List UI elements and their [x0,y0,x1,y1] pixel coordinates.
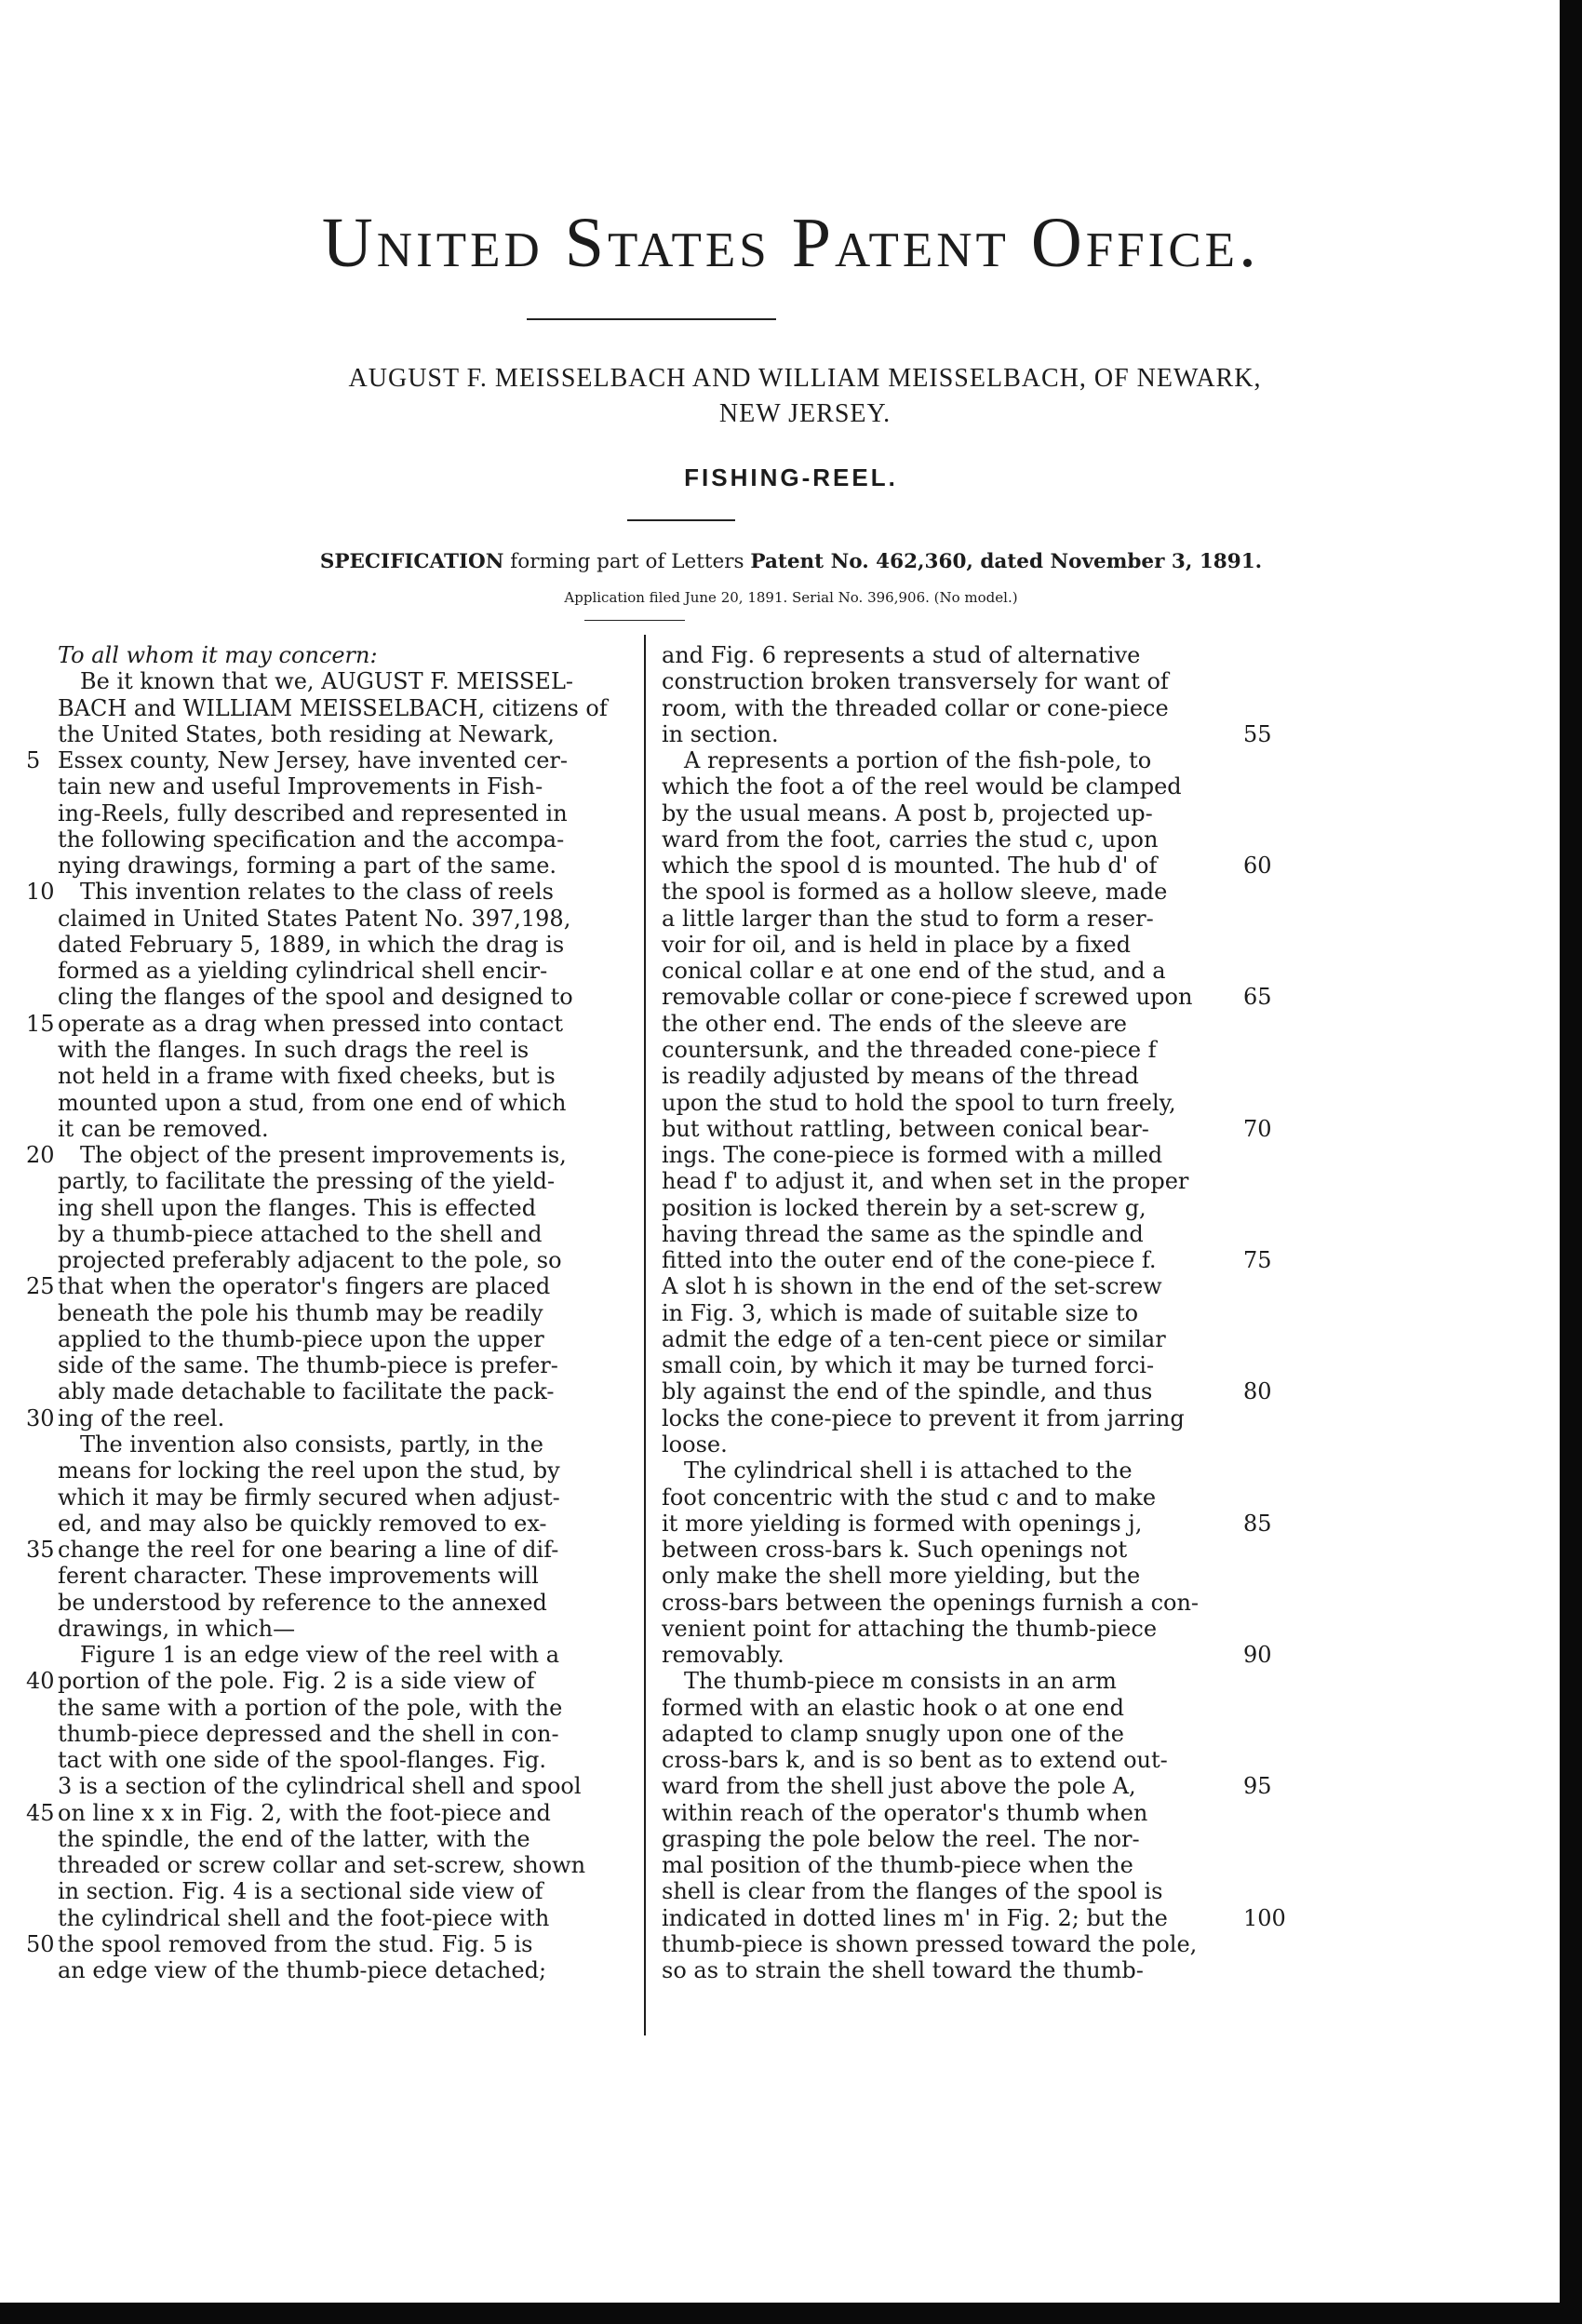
line-number [26,721,54,747]
line-number [26,1721,54,1747]
left-column-line: beneath the pole his thumb may be readily [58,1299,543,1326]
scan-edge-bar [1560,0,1582,2324]
line-number [26,1090,54,1116]
inventors [84,361,1526,432]
spec-middle: forming part of Letters [503,550,751,573]
specification-line [0,550,1582,573]
left-column-line: ing shell upon the flanges. This is effected [58,1194,537,1221]
left-column-line: mounted upon a stud, from one end of which [58,1089,567,1116]
line-number [26,668,54,694]
line-number [26,1221,54,1247]
line-number [26,958,54,984]
left-column-line: the spool removed from the stud. Fig. 5 is [58,1931,533,1958]
line-number [26,1063,54,1089]
right-column-line: cross-bars between the openings furnish a con- [662,1589,1200,1616]
left-column-line: This invention relates to the class of reels [58,879,554,906]
right-column-line: grasping the pole below the reel. The nor- [662,1825,1140,1852]
left-column-line: To all whom it may concern: [58,642,378,668]
line-number [26,1773,54,1799]
right-column-line: ward from the shell just above the pole A, [662,1773,1136,1800]
right-column-line: the spool is formed as a hollow sleeve, made [662,879,1168,906]
inventors-line-2: NEW JERSEY. [718,399,892,428]
line-number [26,1563,54,1589]
right-column-line: loose. [662,1431,728,1458]
left-column-line: on line x x in Fig. 2, with the foot-piece and [58,1799,551,1826]
left-column-line: the following specification and the accompa- [58,826,565,853]
right-column-line: in Fig. 3, which is made of suitable size to [662,1299,1139,1326]
line-number [1243,1090,1290,1116]
left-column-line: not held in a frame with fixed cheeks, but is [58,1063,556,1090]
line-number [1243,1011,1290,1037]
line-number [26,1116,54,1142]
right-column-line: within reach of the operator's thumb when [662,1799,1148,1826]
line-number [1243,1800,1290,1826]
line-number [1243,1458,1290,1484]
line-number [1243,1142,1290,1168]
right-column-line: foot concentric with the stud c and to make [662,1484,1157,1511]
left-column-line: tact with one side of the spool-flanges. Fig. [58,1747,547,1774]
right-column-line: voir for oil, and is held in place by a fixed [662,931,1131,958]
line-number [26,1905,54,1931]
line-numbers-right [1243,642,1290,1957]
line-number: 70 [1243,1115,1272,1142]
left-column-line: side of the same. The thumb-piece is prefer- [58,1352,558,1379]
right-column-line: the other end. The ends of the sleeve are [662,1010,1128,1037]
office-title: United States Patent Office. [321,204,1261,282]
left-column-line: it can be removed. [58,1115,269,1142]
line-number [26,773,54,799]
line-number [26,1195,54,1221]
left-column-line: the spindle, the end of the latter, with the [58,1825,530,1852]
line-number [26,1247,54,1273]
left-column-line: operate as a drag when pressed into contact [58,1010,563,1037]
line-number: 30 [26,1404,55,1431]
right-column-line: room, with the threaded collar or cone-piece [662,694,1169,721]
left-column-line: cling the flanges of the spool and designed to [58,984,573,1011]
right-column-line: which the spool d is mounted. The hub d' of [662,853,1158,880]
line-number [1243,773,1290,799]
right-column-line: ward from the foot, carries the stud c, upon [662,826,1159,853]
title-rule [527,318,776,320]
line-number [26,1326,54,1352]
line-number: 55 [1243,720,1272,747]
left-column-line: projected preferably adjacent to the pole, so [58,1247,562,1274]
line-number [1243,800,1290,826]
right-column-line: locks the cone-piece to prevent it from jarring [662,1404,1185,1431]
line-number: 10 [26,879,55,906]
left-column-line: applied to the thumb-piece upon the upper [58,1325,544,1352]
left-column-line: Be it known that we, AUGUST F. MEISSEL- [58,668,573,695]
line-number [1243,958,1290,984]
application-line: Application filed June 20, 1891. Serial No. 396,906. (No model.) [564,589,1018,606]
line-number [26,1590,54,1616]
line-number [1243,1195,1290,1221]
line-number [26,1300,54,1326]
right-column-line: having thread the same as the spindle and [662,1220,1144,1247]
line-number [26,932,54,958]
right-column-line: thumb-piece is shown pressed toward the pole, [662,1931,1198,1958]
line-number [26,1037,54,1063]
right-column-line: A slot h is shown in the end of the set-screw [662,1273,1162,1300]
right-column-line: adapted to clamp snugly upon one of the [662,1720,1124,1747]
left-column-line: ed, and may also be quickly removed to ex- [58,1510,547,1537]
right-column-line: in section. [662,720,779,747]
line-number [26,1168,54,1194]
invention-title: FISHING-REEL. [684,463,898,491]
right-column-line: and Fig. 6 represents a stud of alternative [662,642,1141,668]
line-number: 40 [26,1668,55,1695]
right-column-line: which the foot a of the reel would be clamped [662,773,1182,800]
line-number [26,1695,54,1721]
right-column-line: cross-bars k, and is so bent as to extend out- [662,1747,1168,1774]
left-column-line: claimed in United States Patent No. 397,198, [58,905,571,932]
right-column-line: a little larger than the stud to form a reser- [662,905,1154,932]
line-number [1243,1352,1290,1378]
right-column-line: fitted into the outer end of the cone-piece f. [662,1247,1157,1274]
left-column-line: that when the operator's fingers are placed [58,1273,551,1300]
line-number [26,1378,54,1404]
line-number [1243,695,1290,721]
right-column-line: removably. [662,1642,784,1669]
left-column-line: partly, to facilitate the pressing of the yield- [58,1168,556,1195]
right-column [662,642,1239,1984]
line-number: 50 [26,1931,55,1958]
line-number [1243,1747,1290,1773]
right-column-line: venient point for attaching the thumb-piece [662,1615,1158,1642]
line-number [26,1431,54,1458]
left-column-line: ing-Reels, fully described and represented in [58,799,568,826]
line-number [1243,668,1290,694]
line-number: 85 [1243,1510,1272,1537]
left-column-line: ferent character. These improvements will [58,1563,539,1590]
line-numbers-left [26,642,54,1957]
right-column-line: mal position of the thumb-piece when the [662,1852,1133,1879]
line-number [26,800,54,826]
line-number [26,826,54,853]
left-column-line: portion of the pole. Fig. 2 is a side view of [58,1668,535,1695]
right-column-line: position is locked therein by a set-screw g, [662,1194,1146,1221]
left-column-line: which it may be firmly secured when adjust- [58,1484,560,1511]
line-number: 65 [1243,984,1272,1011]
right-column-line: head f' to adjust it, and when set in the proper [662,1168,1189,1195]
left-column-line: BACH and WILLIAM MEISSELBACH, citizens of [58,694,608,721]
line-number: 75 [1243,1247,1272,1274]
spec-patent: Patent No. 462,360, dated November 3, 1891. [750,550,1263,573]
left-column-line: Figure 1 is an edge view of the reel with a [58,1642,560,1669]
line-number [1243,1484,1290,1511]
line-number [1243,1405,1290,1431]
right-column-line: admit the edge of a ten-cent piece or similar [662,1325,1166,1352]
left-column-line: Essex county, New Jersey, have invented cer- [58,747,568,774]
column-divider [644,635,646,2035]
line-number [1243,642,1290,668]
left-column-line: The object of the present improvements is, [58,1142,567,1169]
left-column-line: ing of the reel. [58,1404,225,1431]
right-column-line: shell is clear from the flanges of the spool is [662,1878,1163,1905]
line-number: 95 [1243,1773,1272,1800]
line-number [1243,1931,1290,1957]
left-column-line: with the flanges. In such drags the reel is [58,1036,530,1063]
left-column-line: threaded or screw collar and set-screw, shown [58,1852,586,1879]
line-number [26,1642,54,1668]
line-number [1243,1300,1290,1326]
line-number [1243,1326,1290,1352]
left-column-line: change the reel for one bearing a line of dif- [58,1537,559,1564]
line-number [26,1852,54,1878]
left-column-line: formed as a yielding cylindrical shell encir- [58,958,548,985]
line-number [1243,879,1290,905]
line-number: 100 [1243,1904,1286,1931]
left-column-line: the same with a portion of the pole, with the [58,1694,563,1721]
line-number [1243,1063,1290,1089]
left-column-line: thumb-piece depressed and the shell in con- [58,1720,559,1747]
right-column-line: small coin, by which it may be turned forci- [662,1352,1155,1379]
line-number [1243,826,1290,853]
line-number [1243,906,1290,932]
line-number [1243,1721,1290,1747]
spec-prefix: SPECIFICATION [319,550,504,573]
right-column-line: by the usual means. A post b, projected up- [662,799,1153,826]
line-number [26,1352,54,1378]
scan-bottom-bar [0,2303,1582,2324]
inventors-line-1: AUGUST F. MEISSELBACH AND WILLIAM MEISSELBACH, OF NEWARK, [348,364,1262,393]
line-number [1243,1037,1290,1063]
right-column-line: removable collar or cone-piece f screwed upon [662,984,1193,1011]
line-number [26,1616,54,1642]
line-number: 60 [1243,853,1272,880]
left-column-line: tain new and useful Improvements in Fish- [58,773,543,800]
line-number: 45 [26,1799,55,1826]
left-column [58,642,638,1984]
right-column-line: so as to strain the shell toward the thumb- [662,1957,1144,1984]
left-column-line: be understood by reference to the annexed [58,1589,547,1616]
left-column-line: in section. Fig. 4 is a sectional side view of [58,1878,543,1905]
left-column-line: means for locking the reel upon the stud, by [58,1458,560,1484]
right-column-line: is readily adjusted by means of the thread [662,1063,1139,1090]
right-column-line: upon the stud to hold the spool to turn freely, [662,1089,1176,1116]
line-number [26,1878,54,1904]
line-number [1243,1537,1290,1563]
right-column-line: The cylindrical shell i is attached to the [662,1458,1133,1484]
right-column-line: ings. The cone-piece is formed with a milled [662,1142,1163,1169]
line-number [1243,1826,1290,1852]
line-number [1243,1273,1290,1299]
right-column-line: indicated in dotted lines m' in Fig. 2; but the [662,1904,1168,1931]
left-column-line: ably made detachable to facilitate the pack- [58,1378,555,1405]
line-number [26,1484,54,1511]
right-column-line: conical collar e at one end of the stud, and a [662,958,1166,985]
line-number [1243,747,1290,773]
line-number: 90 [1243,1642,1272,1669]
line-number: 80 [1243,1378,1272,1405]
right-column-line: A represents a portion of the fish-pole, to [662,747,1152,774]
line-number [1243,1168,1290,1194]
right-column-line: construction broken transversely for want of [662,668,1169,695]
line-number [1243,1221,1290,1247]
right-column-line: between cross-bars k. Such openings not [662,1537,1128,1564]
right-column-line: formed with an elastic hook o at one end [662,1694,1124,1721]
line-number [26,1511,54,1537]
right-column-line: countersunk, and the threaded cone-piece f [662,1036,1157,1063]
line-number [26,853,54,879]
line-number [1243,1878,1290,1904]
right-column-line: only make the shell more yielding, but the [662,1563,1141,1590]
left-column-line: by a thumb-piece attached to the shell and [58,1220,543,1247]
line-number [26,1458,54,1484]
line-number [1243,1668,1290,1694]
invention-rule [627,519,735,521]
right-column-line: The thumb-piece m consists in an arm [662,1668,1117,1695]
line-number [1243,1431,1290,1458]
left-column-line: nying drawings, forming a part of the same. [58,853,557,880]
application-rule [584,620,685,621]
line-number: 5 [26,747,41,774]
left-column-line: The invention also consists, partly, in the [58,1431,543,1458]
line-number: 35 [26,1537,55,1564]
left-column-line: drawings, in which— [58,1615,296,1642]
line-number: 15 [26,1010,55,1037]
line-number [1243,1695,1290,1721]
left-column-line: 3 is a section of the cylindrical shell and spool [58,1773,582,1800]
line-number [26,984,54,1010]
line-number [26,906,54,932]
line-number [1243,932,1290,958]
line-number [1243,1616,1290,1642]
line-number: 20 [26,1142,55,1169]
line-number [26,1747,54,1773]
left-column-line: an edge view of the thumb-piece detached; [58,1957,547,1984]
line-number [1243,1563,1290,1589]
right-column-line: but without rattling, between conical bear- [662,1115,1149,1142]
right-column-line: bly against the end of the spindle, and thus [662,1378,1153,1405]
line-number [26,1826,54,1852]
right-column-line: it more yielding is formed with openings j, [662,1510,1143,1537]
line-number [26,695,54,721]
line-number [1243,1590,1290,1616]
line-number [26,642,54,668]
left-column-line: the cylindrical shell and the foot-piece with [58,1904,550,1931]
line-number [1243,1852,1290,1878]
left-column-line: dated February 5, 1889, in which the drag is [58,931,565,958]
line-number: 25 [26,1273,55,1300]
left-column-line: the United States, both residing at Newark, [58,720,555,747]
